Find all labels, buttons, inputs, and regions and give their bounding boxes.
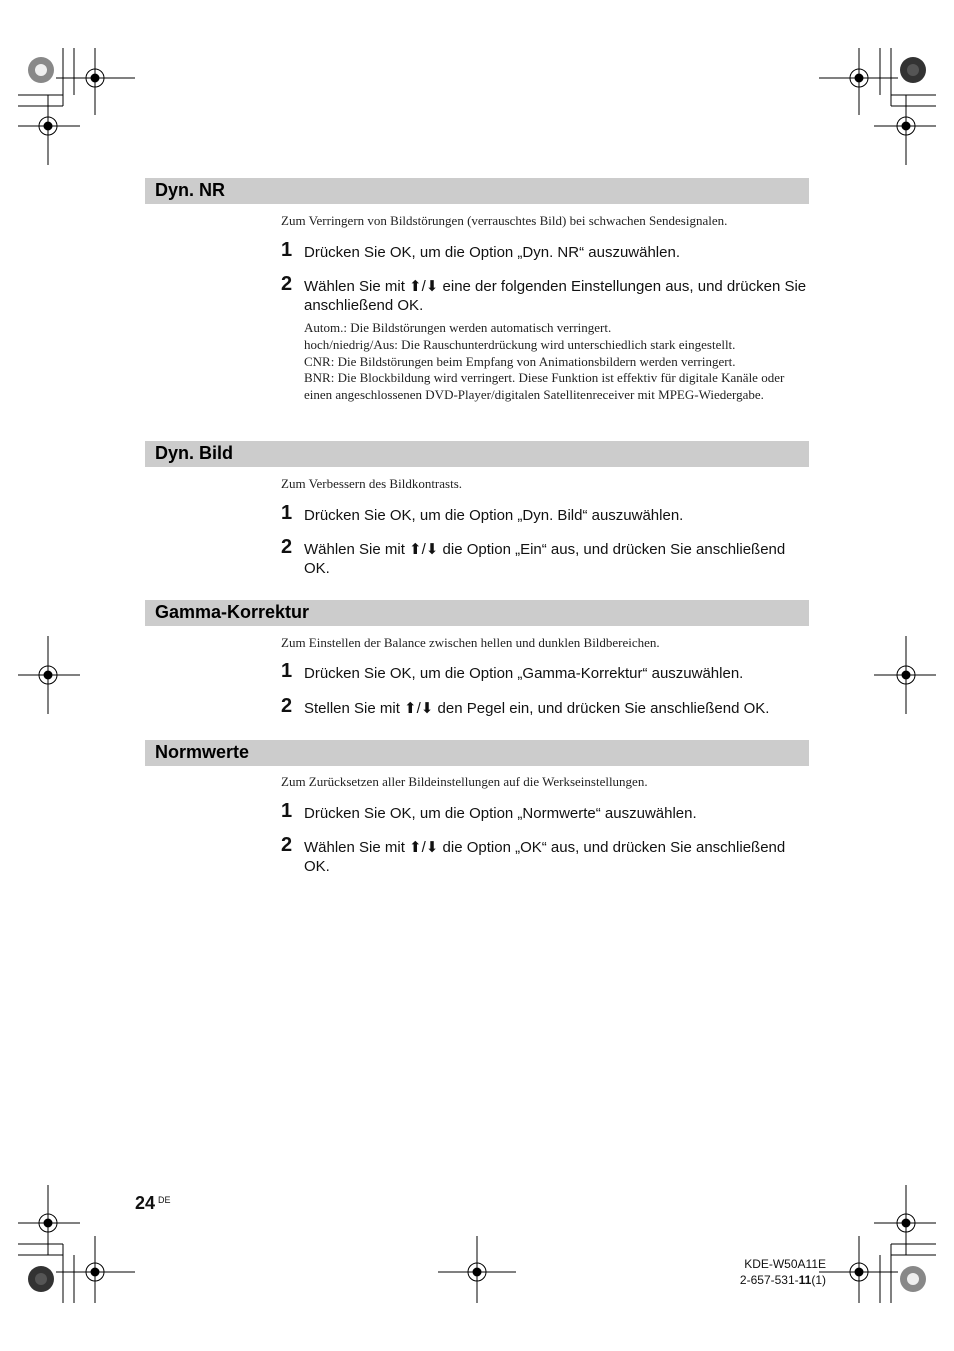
up-down-arrow-icon: ⬆/⬇ xyxy=(409,839,439,856)
note-line: hoch/niedrig/Aus: Die Rauschunterdrückung wird unterschiedlich stark eingestellt. xyxy=(304,336,736,352)
document-code xyxy=(734,1272,826,1288)
model-number: KDE-W50A11E xyxy=(744,1257,826,1271)
section-header-dyn-bild xyxy=(145,441,809,467)
step-text: Drücken Sie OK, um die Option „Dyn. NR“ auszuwählen. xyxy=(304,244,680,261)
page-number-value: 24 xyxy=(135,1193,156,1213)
step-number: 2 xyxy=(281,834,293,856)
step-number: 1 xyxy=(281,660,293,682)
section-title: Normwerte xyxy=(155,742,250,762)
section-title: Dyn. Bild xyxy=(155,443,234,463)
up-down-arrow-icon: ⬆/⬇ xyxy=(409,541,439,558)
step-text-post: den Pegel ein, und drücken Sie anschließend OK. xyxy=(437,700,770,717)
step-text xyxy=(304,838,814,876)
note-line: CNR: Die Bildstörungen beim Empfang von Animationsbildern werden verringert. xyxy=(304,353,736,369)
step-text: Drücken Sie OK, um die Option „Normwerte“ auszuwählen. xyxy=(304,805,697,822)
step-text-post: die Option „OK“ aus, und drücken Sie anschließend OK. xyxy=(304,839,786,875)
code-suffix: (1) xyxy=(811,1273,826,1287)
step-text: Drücken Sie OK, um die Option „Dyn. Bild“ auszuwählen. xyxy=(304,507,684,524)
step-text: Drücken Sie OK, um die Option „Gamma-Korrektur“ auszuwählen. xyxy=(304,665,744,682)
code-version: 11 xyxy=(798,1273,812,1287)
step-text xyxy=(304,699,814,718)
step-text-post: die Option „Ein“ aus, und drücken Sie anschließend OK. xyxy=(304,541,786,577)
step-number: 1 xyxy=(281,800,293,822)
step-text-pre: Wählen Sie mit xyxy=(304,278,405,295)
step-number: 2 xyxy=(281,695,293,717)
language-code: DE xyxy=(158,1195,171,1205)
up-down-arrow-icon: ⬆/⬇ xyxy=(409,278,439,295)
step-text-pre: Wählen Sie mit xyxy=(304,541,405,558)
section-header-gamma-korrektur xyxy=(145,600,809,626)
note-line: BNR: Die Blockbildung wird verringert. Diese Funktion ist effektiv für digitale Kanäle oder einen angeschlossenen DVD-Player/digitalen Satellitenreceiver mit MPEG-Wiedergabe. xyxy=(304,370,785,403)
step-number: 2 xyxy=(281,273,293,295)
section-title: Dyn. NR xyxy=(155,180,226,200)
step-text xyxy=(304,540,814,578)
step-number: 2 xyxy=(281,536,293,558)
step-text xyxy=(304,277,814,315)
step-text-pre: Wählen Sie mit xyxy=(304,839,405,856)
page-number xyxy=(135,1193,171,1214)
section-title: Gamma-Korrektur xyxy=(155,602,310,622)
section-header-normwerte xyxy=(145,740,809,766)
section-intro: Zum Verringern von Bildstörungen (verrauschtes Bild) bei schwachen Sendesignalen. xyxy=(281,213,728,228)
up-down-arrow-icon: ⬆/⬇ xyxy=(404,700,434,717)
model-info xyxy=(734,1256,826,1288)
note-line: Autom.: Die Bildstörungen werden automatisch verringert. xyxy=(304,320,612,335)
section-intro: Zum Zurücksetzen aller Bildeinstellungen auf die Werkseinstellungen. xyxy=(281,774,648,789)
step-number: 1 xyxy=(281,502,293,524)
section-intro: Zum Verbessern des Bildkontrasts. xyxy=(281,476,463,491)
step-text-post: eine der folgenden Einstellungen aus, und drücken Sie anschließend OK. xyxy=(304,278,807,314)
step-text-pre: Stellen Sie mit xyxy=(304,700,400,717)
section-header-dyn-nr xyxy=(145,178,809,204)
options-note xyxy=(304,320,814,404)
step-number: 1 xyxy=(281,239,293,261)
section-intro: Zum Einstellen der Balance zwischen hellen und dunklen Bildbereichen. xyxy=(281,635,660,650)
code-prefix: 2-657-531- xyxy=(739,1273,799,1287)
